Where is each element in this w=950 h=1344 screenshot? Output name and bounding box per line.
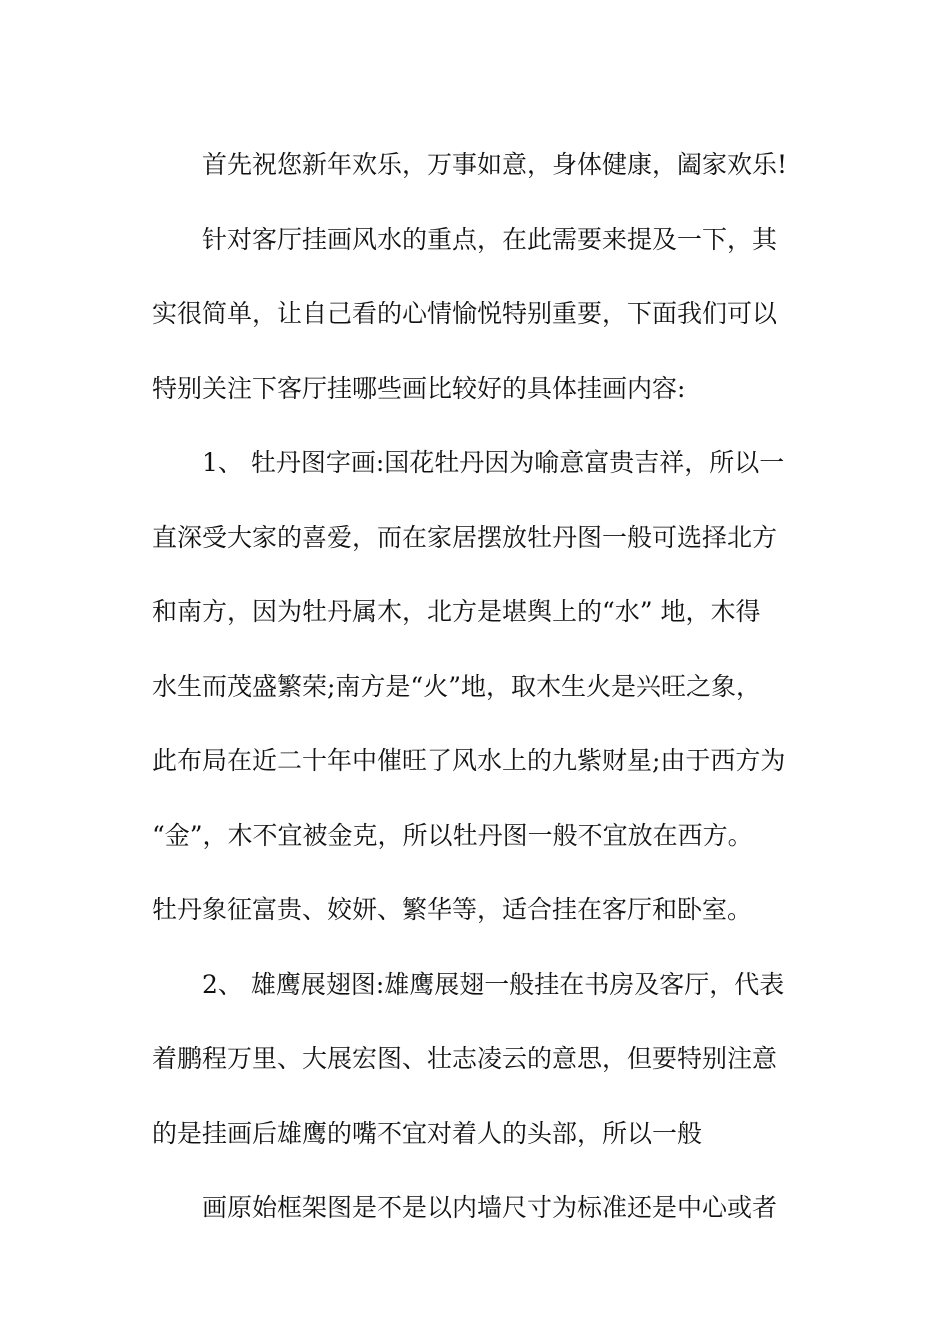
text-line: 特别关注下客厅挂哪些画比较好的具体挂画内容: [152, 373, 686, 403]
text-line: 牡丹象征富贵、姣妍、繁华等，适合挂在客厅和卧室。 [152, 895, 753, 924]
text-line: 直深受大家的喜爱，而在家居摆放牡丹图一般可选择北方 [152, 522, 778, 552]
paragraph-greeting [152, 128, 802, 203]
text-line: 画原始框架图是不是以内墙尺寸为标准还是中心或者 [202, 1193, 778, 1222]
text-line: 1、 牡丹图字画:国花牡丹因为喻意富贵吉祥，所以一 [202, 448, 785, 477]
text-line: 着鹏程万里、大展宏图、壮志凌云的意思，但要特别注意 [152, 1044, 778, 1073]
paragraph-peony [152, 426, 802, 948]
text-line: 实很简单，让自己看的心情愉悦特别重要，下面我们可以 [152, 299, 778, 328]
text-line: “金”，木不宜被金克，所以牡丹图一般不宜放在西方。 [152, 820, 753, 850]
text-line: 的是挂画后雄鹰的嘴不宜对着人的头部，所以一般 [152, 1118, 703, 1148]
text-line: 和南方，因为牡丹属木，北方是堪舆上的“水” 地，木得 [152, 597, 761, 626]
text-line: 针对客厅挂画风水的重点，在此需要来提及一下，其 [202, 224, 778, 254]
text-line: 2、 雄鹰展翅图:雄鹰展翅一般挂在书房及客厅，代表 [202, 969, 785, 999]
text-line: 此布局在近二十年中催旺了风水上的九紫财星;由于西方为 [152, 746, 786, 775]
paragraph-eagle [152, 948, 802, 1172]
document-body [152, 128, 802, 1246]
text-line: 水生而茂盛繁荣;南方是“火”地，取木生火是兴旺之象， [152, 671, 761, 701]
paragraph-intro [152, 203, 802, 427]
paragraph-frame [152, 1171, 802, 1246]
text-line: 首先祝您新年欢乐，万事如意，身体健康，阖家欢乐! [202, 150, 788, 179]
